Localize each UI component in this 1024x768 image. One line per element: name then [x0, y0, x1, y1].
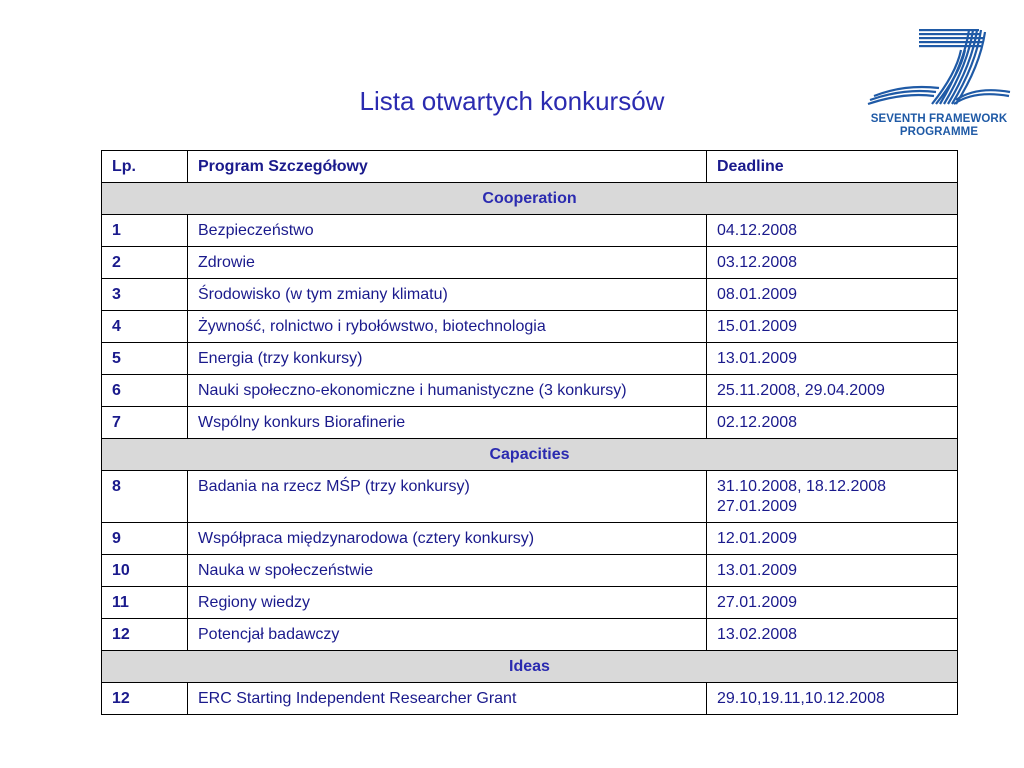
section-row-cooperation: [102, 183, 958, 215]
table-row: [102, 215, 958, 247]
row-deadline: 25.11.2008, 29.04.2009: [707, 375, 958, 407]
table-row: [102, 471, 958, 523]
row-deadline: 29.10,19.11,10.12.2008: [707, 683, 958, 715]
logo-text-line2: PROGRAMME: [899, 126, 979, 138]
header-deadline: Deadline: [707, 151, 958, 183]
slide-title: Lista otwartych konkursów: [359, 86, 665, 116]
row-deadline: 13.02.2008: [707, 619, 958, 651]
table-row: [102, 247, 958, 279]
row-program: Środowisko (w tym zmiany klimatu): [188, 279, 707, 311]
table-row: [102, 523, 958, 555]
row-number: 11: [102, 587, 188, 619]
table-row: [102, 343, 958, 375]
row-program: Nauka w społeczeństwie: [188, 555, 707, 587]
table-row: [102, 619, 958, 651]
row-deadline: 31.10.2008, 18.12.2008 27.01.2009: [707, 471, 958, 523]
table-row: [102, 683, 958, 715]
row-deadline: 08.01.2009: [707, 279, 958, 311]
section-row-ideas: [102, 651, 958, 683]
table-row: [102, 587, 958, 619]
row-program: Współpraca międzynarodowa (cztery konkursy): [188, 523, 707, 555]
row-program: Potencjał badawczy: [188, 619, 707, 651]
row-program: Energia (trzy konkursy): [188, 343, 707, 375]
contests-table: [101, 150, 958, 715]
section-label: Capacities: [102, 439, 958, 471]
row-number: 6: [102, 375, 188, 407]
row-number: 10: [102, 555, 188, 587]
row-number: 9: [102, 523, 188, 555]
row-deadline: 13.01.2009: [707, 555, 958, 587]
table-row: [102, 279, 958, 311]
logo-text-line1: SEVENTH FRAMEWORK: [870, 113, 1008, 125]
row-number: 7: [102, 407, 188, 439]
row-number: 12: [102, 619, 188, 651]
fp7-logo: [864, 24, 1014, 144]
header-program: Program Szczegółowy: [188, 151, 707, 183]
section-row-capacities: [102, 439, 958, 471]
row-number: 4: [102, 311, 188, 343]
row-number: 12: [102, 683, 188, 715]
row-deadline: 27.01.2009: [707, 587, 958, 619]
row-deadline: 02.12.2008: [707, 407, 958, 439]
fp7-logo-icon: [864, 24, 1014, 114]
row-program: Wspólny konkurs Biorafinerie: [188, 407, 707, 439]
row-deadline: 12.01.2009: [707, 523, 958, 555]
row-program: Badania na rzecz MŚP (trzy konkursy): [188, 471, 707, 523]
row-number: 8: [102, 471, 188, 523]
row-number: 5: [102, 343, 188, 375]
row-program: Regiony wiedzy: [188, 587, 707, 619]
row-program: ERC Starting Independent Researcher Grant: [188, 683, 707, 715]
section-label: Cooperation: [102, 183, 958, 215]
row-deadline: 15.01.2009: [707, 311, 958, 343]
table-row: [102, 407, 958, 439]
row-program: Żywność, rolnictwo i rybołówstwo, biotechnologia: [188, 311, 707, 343]
row-number: 2: [102, 247, 188, 279]
row-deadline: 03.12.2008: [707, 247, 958, 279]
row-program: Bezpieczeństwo: [188, 215, 707, 247]
table-row: [102, 375, 958, 407]
table-header-row: [102, 151, 958, 183]
row-number: 1: [102, 215, 188, 247]
row-deadline: 13.01.2009: [707, 343, 958, 375]
row-program: Nauki społeczno-ekonomiczne i humanistyczne (3 konkursy): [188, 375, 707, 407]
row-number: 3: [102, 279, 188, 311]
row-deadline: 04.12.2008: [707, 215, 958, 247]
table-row: [102, 311, 958, 343]
table-row: [102, 555, 958, 587]
header-lp: Lp.: [102, 151, 188, 183]
row-program: Zdrowie: [188, 247, 707, 279]
section-label: Ideas: [102, 651, 958, 683]
